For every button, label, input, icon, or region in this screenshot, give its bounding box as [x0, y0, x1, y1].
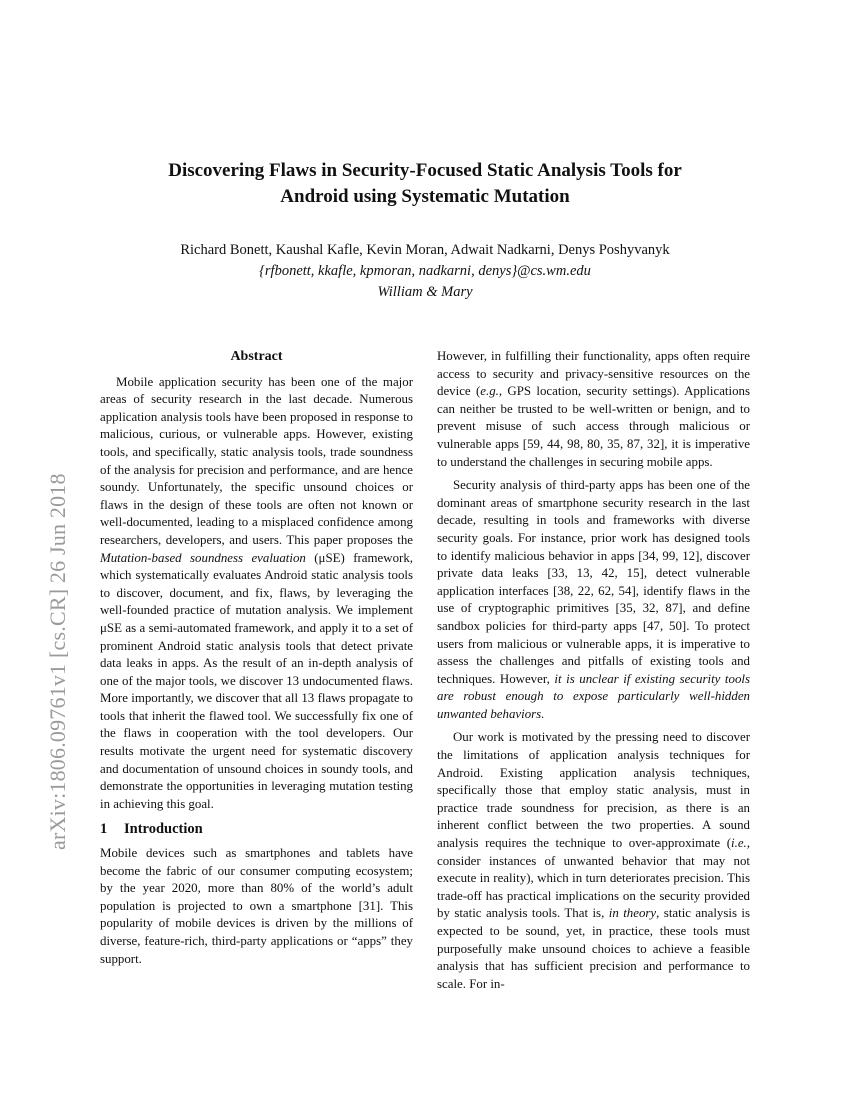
right-p1-emphasis: e.g.,	[480, 384, 503, 399]
right-paragraph-2	[437, 477, 750, 723]
right-p3-emphasis-1: i.e.,	[731, 836, 750, 851]
right-p1-text-1: However, in fulfilling their functionality, apps often require access to security and privacy-sensitive resources on the device (	[437, 349, 750, 399]
author-affiliation: William & Mary	[377, 284, 473, 300]
author-names: Richard Bonett, Kaushal Kafle, Kevin Moran, Adwait Nadkarni, Denys Poshyvanyk	[180, 242, 670, 258]
right-paragraph-1	[437, 348, 750, 471]
left-column	[100, 348, 413, 968]
right-p2-emphasis: it is unclear if existing security tools are robust enough to expose particularly well-hidden unwanted behaviors.	[437, 671, 750, 721]
right-p3-text-2: consider instances of unwanted behavior that may not execute in reality), which in turn deteriorates precision. This trade-off has practical implications on the security provided by static analysis tools. That is,	[437, 853, 750, 921]
author-emails: {rfbonett, kkafle, kpmoran, nadkarni, denys}@cs.wm.edu	[259, 263, 591, 279]
section-title: Introduction	[124, 821, 203, 838]
intro-paragraph-1: Mobile devices such as smartphones and tablets have become the fabric of our consumer computing ecosystem; by the year 2020, more than 80% of the world’s adult population is projected to own a smartphone [31]. This popularity of mobile devices is driven by the millions of diverse, feature-rich, third-party applications or “apps” they support.	[100, 846, 413, 966]
right-p3-text-3: , static analysis is expected to be sound, yet, in practice, these tools must purposefully make unsound choices to achieve a feasible analysis that has sufficient precision and performance to scale. For in-	[437, 906, 750, 991]
abstract-heading: Abstract	[230, 349, 283, 364]
paper-title	[110, 158, 740, 210]
title-line-1: Discovering Flaws in Security-Focused Static Analysis Tools for	[168, 160, 682, 181]
title-line-2: Android using Systematic Mutation	[280, 186, 570, 207]
section-number: 1	[100, 821, 108, 838]
right-p1-text-2: GPS location, security settings). Applications can neither be trusted to be well-written or benign, and to prevent misuse of such access through malicious or vulnerable apps [59, 44, 98, 80, 35, 87, 32], it is imperative to understand the challenges in securing mobile apps.	[437, 384, 750, 469]
abstract-text-1: Mobile application security has been one of the major areas of security research in the last decade. Numerous application analysis tools have been proposed in response to malicious, curious, or vulnerable apps. However, existing tools, and specifically, static analysis tools, trade soundness of the analysis for precision and performance, and are hence soundy. Unfortunately, the specific unsound choices or flaws in the design of these tools are often not known or well-documented, leading to a misplaced confidence among researchers, developers, and users. This paper proposes the	[100, 374, 413, 547]
abstract-paragraph	[100, 374, 413, 814]
arxiv-identifier: arXiv:1806.09761v1 [cs.CR] 26 Jun 2018	[45, 473, 70, 850]
right-column	[437, 348, 750, 993]
right-paragraph-3	[437, 729, 750, 993]
right-p3-emphasis-2: in theory	[608, 906, 657, 921]
section-heading-introduction	[100, 821, 413, 839]
author-block	[90, 240, 760, 303]
abstract-emphasis: Mutation-based soundness evaluation	[100, 550, 306, 565]
abstract-text-2: (μSE) framework, which systematically evaluates Android static analysis tools to discover, document, and fix, flaws, by leveraging the well-founded practice of mutation analysis. We implement μSE as a semi-automated framework, and apply it to a set of prominent Android static analysis tools that detect private data leaks in apps. As the result of an in-depth analysis of one of the major tools, we discover 13 undocumented flaws. More importantly, we discover that all 13 flaws propagate to tools that inherit the flawed tool. We successfully fix one of the flaws in cooperation with the tool developers. Our results motivate the urgent need for systematic discovery and documentation of unsound choices in soundy tools, and demonstrate the opportunities in leveraging mutation testing in achieving this goal.	[100, 550, 413, 811]
right-p2-text-1: Security analysis of third-party apps has been one of the dominant areas of smartphone security research in the last decade, resulting in tools and frameworks with diverse security goals. For instance, prior work has designed tools to identify malicious behavior in apps [34, 99, 12], discover private data leaks [33, 13, 42, 15], detect vulnerable application interfaces [38, 22, 62, 54], identify flaws in the use of cryptographic primitives [35, 32, 87], and define sandbox policies for third-party apps [47, 50]. To protect users from malicious or vulnerable apps, it is imperative to assess the challenges and pitfalls of existing tools and techniques. However,	[437, 478, 750, 686]
right-p3-text-1: Our work is motivated by the pressing need to discover the limitations of application analysis techniques for Android. Existing application analysis techniques, specifically those that employ static analysis, must in practice trade soundness for precision, as there is an inherent conflict between the two properties. A sound analysis requires the technique to over-approximate (	[437, 730, 750, 851]
